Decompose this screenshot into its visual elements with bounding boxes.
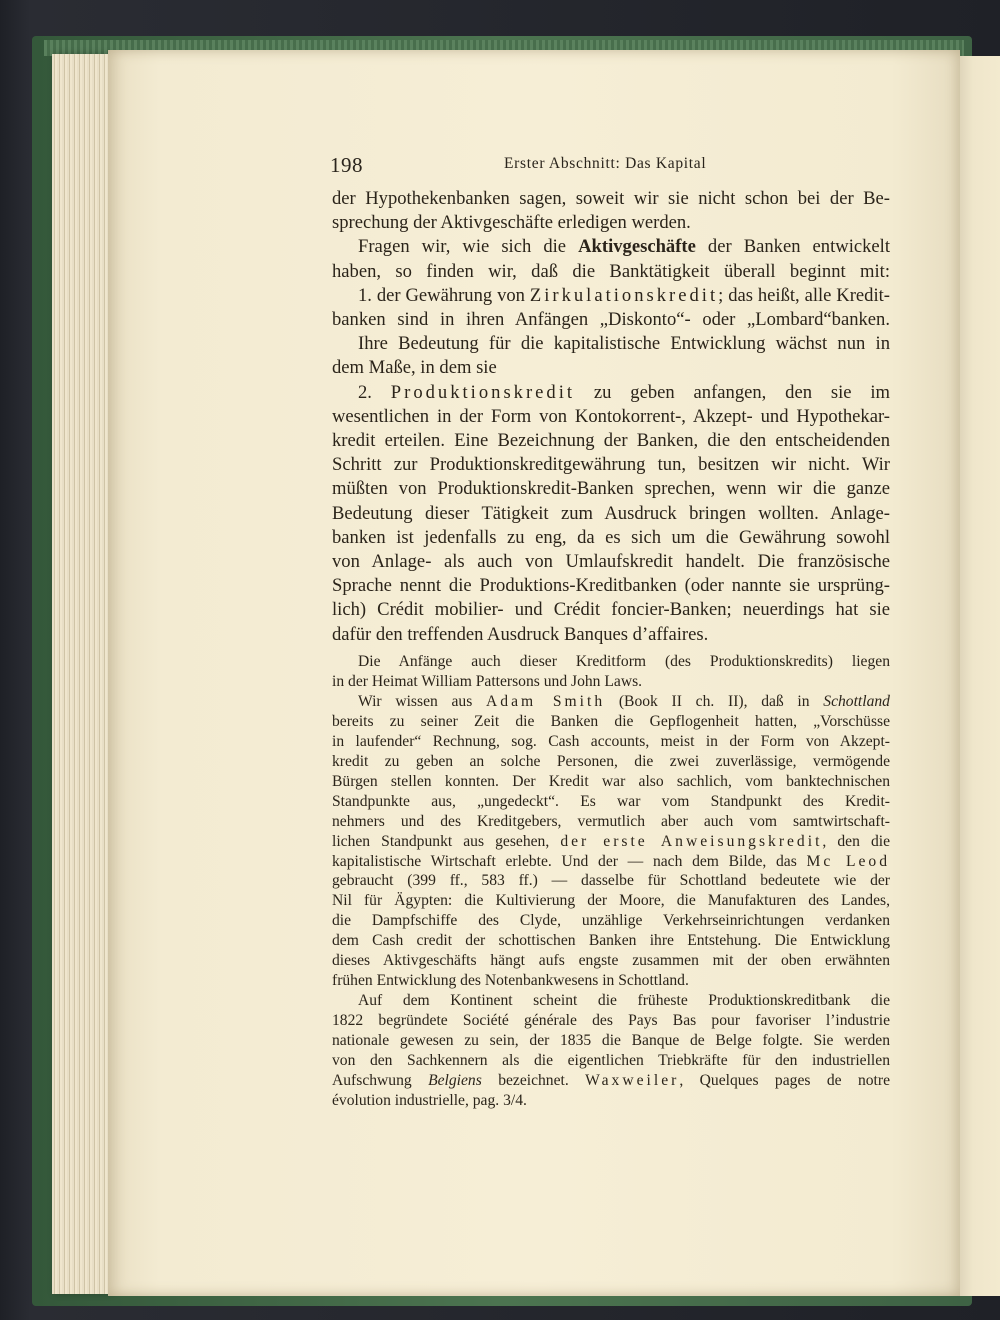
note-line: frühen Entwicklung des Notenbankwesens in Schottland. xyxy=(332,972,689,990)
text-run-italic: Belgiens xyxy=(428,1071,482,1089)
note-line xyxy=(358,692,890,712)
note-line: dieses Aktivgeschäfts hängt aufs engste zusammen mit der oben erwähnten xyxy=(332,952,890,970)
note-line: Nil für Ägypten: die Kultivierung der Moore, die Manufakturen des Landes, xyxy=(332,892,890,910)
note-line: in laufender“ Rechnung, sog. Cash accounts, meist in der Form von Akzept- xyxy=(332,732,890,750)
text-line: müßten von Produktionskredit-Banken sprechen, wenn wir die ganze xyxy=(332,478,890,500)
text-line xyxy=(358,381,890,405)
text-run-plain: , den die xyxy=(822,832,890,850)
text-line: Sprache nennt die Produktions-Kreditbanken (oder nannte sie ursprüng- xyxy=(332,575,890,597)
text-run-plain: Fragen wir, wie sich die xyxy=(358,236,579,258)
note-line: die Dampfschiffe des Clyde, unzählige Verkehrseinrichtungen verdanken xyxy=(332,912,890,930)
running-head: Erster Abschnitt: Das Kapital xyxy=(504,155,707,172)
text-run-spaced: Produktionskredit xyxy=(390,381,576,403)
text-line xyxy=(358,284,890,308)
text-run-plain: (Book II ch. II), daß in xyxy=(605,692,824,710)
text-line: von Anlage- als auch von Umlaufskredit handelt. Die französische xyxy=(332,551,890,572)
text-run-spaced: der erste Anweisungskredit xyxy=(560,832,823,850)
text-run-plain: kapitalistische Wirtschaft erlebte. Und der — nach dem Bilde, das xyxy=(332,852,807,870)
text-line: wesentlichen in der Form von Kontokorrent-, Akzept- und Hypothekar- xyxy=(332,405,890,427)
text-run-plain: 1. der Gewährung von xyxy=(358,284,530,306)
text-line: dem Maße, in dem sie xyxy=(332,357,497,379)
adjacent-page xyxy=(955,56,1000,1296)
text-run-spaced: Mc Leod xyxy=(806,852,890,870)
text-line: Ihre Bedeutung für die kapitalistische Entwicklung wächst nun in xyxy=(358,333,890,355)
text-run-plain: ; das heißt, alle Kredit- xyxy=(718,284,890,306)
note-line: Auf dem Kontinent scheint die früheste Produktionskreditbank die xyxy=(358,992,890,1010)
text-run-plain: lichen Standpunkt aus gesehen, xyxy=(332,832,561,850)
note-line: Bürgen stellen konnten. Der Kredit war also sachlich, vom banktechnischen xyxy=(332,772,890,790)
text-line: der Hypothekenbanken sagen, soweit wir sie nicht schon bei der Be- xyxy=(332,188,890,209)
page-header xyxy=(330,155,890,177)
text-run-plain: Wir wissen aus xyxy=(358,692,487,710)
text-run-italic: Schottland xyxy=(823,692,890,710)
text-line: banken sind in ihren Anfängen „Diskonto“- oder „Lombard“banken. xyxy=(332,309,890,330)
text-line: Schritt zur Produktionskreditgewährung tun, besitzen wir nicht. Wir xyxy=(332,454,890,476)
text-line: lich) Crédit mobilier- und Crédit foncier-Banken; neuerdings hat sie xyxy=(332,599,890,621)
note-line: kredit zu geben an solche Personen, die zwei zuverlässige, vermögende xyxy=(332,752,890,770)
text-line: dafür den treffenden Ausdruck Banques d’affaires. xyxy=(332,623,709,645)
note-line: Standpunkte aus, „ungedeckt“. Es war vom Standpunkt des Kredit- xyxy=(332,792,890,810)
note-line xyxy=(332,1071,890,1091)
text-run-spaced: Adam Smith xyxy=(486,692,606,710)
note-line: dem Cash credit der schottischen Banken ihre Entstehung. Die Entwicklung xyxy=(332,932,890,950)
text-run-plain: zu geben anfangen, den sie im xyxy=(575,381,890,403)
note-line: bereits zu seiner Zeit die Banken die Gepflogenheit hatten, „Vorschüsse xyxy=(332,712,890,730)
text-line xyxy=(358,235,890,259)
page-edges xyxy=(52,54,112,1294)
note-line xyxy=(332,832,890,852)
text-line: sprechung der Aktivgeschäfte erledigen werden. xyxy=(332,212,691,234)
text-run-spaced: Zirkulationskredit xyxy=(529,284,719,306)
page-number: 198 xyxy=(330,153,363,177)
text-run-plain: , Quelques pages de notre xyxy=(679,1071,890,1089)
text-run-bold: Aktivgeschäfte xyxy=(578,236,696,258)
text-line: kredit erteilen. Eine Bezeichnung der Banken, die den entscheidenden xyxy=(332,430,890,451)
note-line: évolution industrielle, pag. 3/4. xyxy=(332,1091,527,1109)
text-run-spaced: Waxweiler xyxy=(585,1071,680,1089)
note-line xyxy=(332,852,890,872)
note-line: 1822 begründete Société générale des Pays Bas pour favoriser l’industrie xyxy=(332,1012,890,1030)
text-line: haben, so finden wir, daß die Banktätigkeit überall beginnt mit: xyxy=(332,260,890,282)
note-line: Die Anfänge auch dieser Kreditform (des Produktionskredits) liegen xyxy=(358,653,890,670)
note-line: in der Heimat William Pattersons und John Laws. xyxy=(332,672,643,690)
text-line: Bedeutung dieser Tätigkeit zum Ausdruck bringen wollten. Anlage- xyxy=(332,502,890,524)
text-run-plain: bezeichnet. xyxy=(481,1071,586,1089)
text-line: banken ist jedenfalls zu eng, da es sich um die Gewährung sowohl xyxy=(332,526,890,548)
note-line: gebraucht (399 ff., 583 ff.) — dasselbe für Schottland bedeutete wie der xyxy=(332,872,890,890)
note-line: nehmers und des Kreditgebers, vermutlich aber auch vom samtwirtschaft- xyxy=(332,812,890,830)
text-run-plain: 2. xyxy=(358,381,391,403)
note-line: nationale gewesen zu sein, der 1835 die Banque de Belge folgte. Sie werden xyxy=(332,1032,890,1050)
text-run-plain: Aufschwung xyxy=(332,1071,429,1089)
text-run-plain: der Banken entwickelt xyxy=(695,236,891,258)
note-line: von den Sachkennern als die eigentlichen Triebkräfte für den industriellen xyxy=(332,1052,890,1069)
